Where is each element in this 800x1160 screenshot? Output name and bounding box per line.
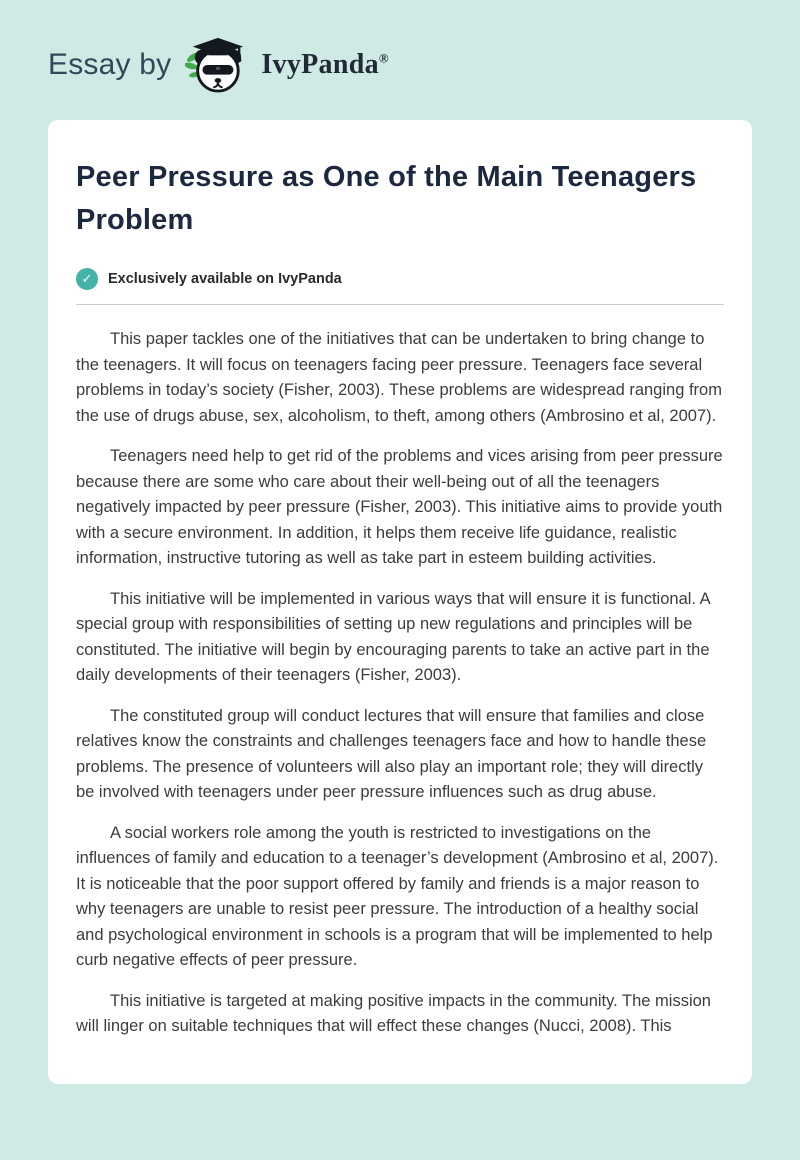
ivypanda-logo-icon <box>185 36 247 94</box>
essay-paragraph: A social workers role among the youth is restricted to investigations on the influences of family and education to a teenager’s development (Ambrosino et al, 2007). It is noticeable that the poor support offered by family and friends is a major reason to why teenagers are unable to resist peer pressure. The introduction of a healthy social and psychological environment in schools is a program that will be implemented to help curb negative effects of peer pressure. <box>76 823 719 969</box>
essay-body <box>76 327 724 1040</box>
divider <box>76 304 724 305</box>
availability-badge <box>76 268 724 290</box>
site-header <box>0 0 800 120</box>
essay-paragraph: The constituted group will conduct lectures that will ensure that families and close relatives know the constraints and challenges teenagers face and how to handle these problems. The presence of volunteers will also play an important role; they will directly be involved with teenagers under peer pressure influences such as drug abuse. <box>76 706 707 801</box>
check-circle-icon: ✓ <box>76 268 98 290</box>
essay-paragraph: This initiative will be implemented in various ways that will ensure it is functional. A special group with responsibilities of setting up new regulations and principles will be constituted. The initiative will begin by encouraging parents to take an active part in the daily developments of their teenagers (Fisher, 2003). <box>76 589 710 684</box>
essay-paragraph: This initiative is targeted at making positive impacts in the community. The mission will linger on suitable techniques that will effect these changes (Nucci, 2008). This <box>76 991 711 1035</box>
essay-paragraph: Teenagers need help to get rid of the problems and vices arising from peer pressure because there are some who care about their well-being out of all the teenagers negatively impacted by peer pressure (Fisher, 2003). This initiative aims to provide youth with a secure environment. In addition, it helps them receive life guidance, realistic information, instructive tutoring as well as take part in esteem building activities. <box>76 447 723 567</box>
essay-card <box>48 120 752 1084</box>
essay-paragraph: This paper tackles one of the initiatives that can be undertaken to bring change to the teenagers. It will focus on teenagers facing peer pressure. Teenagers face several problems in today’s society (Fisher, 2003). These problems are widespread ranging from the use of drugs abuse, sex, alcoholism, to theft, among others (Ambrosino et al, 2007). <box>76 330 722 425</box>
brand-text: IvyPanda <box>261 49 379 80</box>
brand-name <box>261 49 389 81</box>
registered-mark: ® <box>378 50 389 66</box>
page-title: Peer Pressure as One of the Main Teenagers Problem <box>76 161 697 236</box>
essay-by-label: Essay by <box>48 48 172 81</box>
availability-label: Exclusively available on IvyPanda <box>108 271 342 287</box>
